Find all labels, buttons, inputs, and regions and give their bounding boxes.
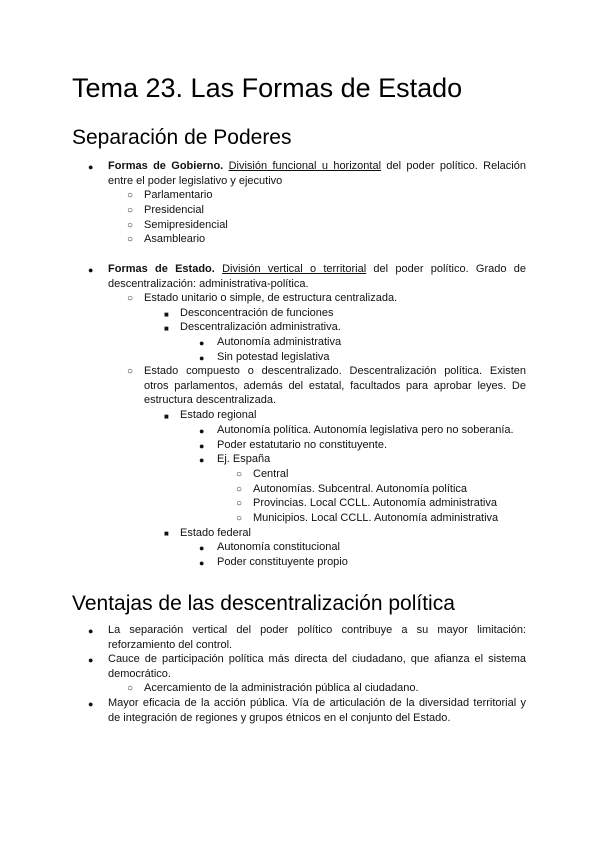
bullet-hollow: ○ xyxy=(236,484,243,495)
gobierno-line-2: entre el poder legislativo y ejecutivo xyxy=(108,175,283,187)
compuesto-line-3: estructura descentralizada. xyxy=(144,394,277,406)
bullet-hollow: ○ xyxy=(127,293,134,304)
gobierno-rest: del poder político. Relación xyxy=(386,160,526,172)
compuesto-line-1: Estado compuesto o descentralizado. Descentralización política. Existen xyxy=(144,365,526,377)
unitario-item: Desconcentración de funciones xyxy=(180,307,334,319)
bullet-hollow: ○ xyxy=(236,498,243,509)
ventajas-p2-line-2: democrático. xyxy=(108,668,171,680)
regional-label: Estado regional xyxy=(180,409,257,421)
bullet-filled: ● xyxy=(199,338,205,348)
page-title: Tema 23. Las Formas de Estado xyxy=(72,73,463,103)
unitario-subitem: Sin potestad legislativa xyxy=(217,351,330,363)
bullet-hollow: ○ xyxy=(236,469,243,480)
gobierno-underline: División funcional u horizontal xyxy=(228,160,382,172)
unitario-label: Estado unitario o simple, de estructura centralizada. xyxy=(144,292,398,304)
bullet-hollow: ○ xyxy=(127,234,134,245)
bullet-hollow: ○ xyxy=(127,366,134,377)
federal-item: Autonomía constitucional xyxy=(217,541,340,553)
bullet-hollow: ○ xyxy=(127,683,134,694)
ventajas-p3-line-1: Mayor eficacia de la acción pública. Vía de articulación de la diversidad territorial y xyxy=(108,697,526,709)
gobierno-bold: Formas de Gobierno. xyxy=(108,160,224,172)
bullet-filled: ● xyxy=(88,626,94,636)
bullet-filled: ● xyxy=(199,558,205,568)
bullet-hollow: ○ xyxy=(127,220,134,231)
bullet-filled: ● xyxy=(88,655,94,665)
ventajas-p2-subitem: Acercamiento de la administración pública al ciudadano. xyxy=(144,682,419,694)
bullet-filled: ● xyxy=(199,353,205,363)
regional-item: Autonomía política. Autonomía legislativa pero no soberanía. xyxy=(217,424,514,436)
regional-item: Ej. España xyxy=(217,453,271,465)
section-heading-ventajas: Ventajas de las descentralización política xyxy=(72,592,455,615)
espana-item: Provincias. Local CCLL. Autonomía administrativa xyxy=(253,497,497,509)
bullet-square: ■ xyxy=(164,412,169,421)
gobierno-item: Parlamentario xyxy=(144,189,213,201)
compuesto-line-2: otros parlamentos, además del estatal, facultados para aprobar leyes. De xyxy=(144,380,526,392)
bullet-hollow: ○ xyxy=(127,190,134,201)
espana-item: Central xyxy=(253,468,289,480)
ventajas-p2-line-1: Cauce de participación política más directa del ciudadano, que afianza el sistema xyxy=(108,653,526,665)
estado-line-1 xyxy=(108,262,526,277)
federal-item: Poder constituyente propio xyxy=(217,556,348,568)
espana-item: Municipios. Local CCLL. Autonomía administrativa xyxy=(253,512,499,524)
bullet-filled: ● xyxy=(199,543,205,553)
section-heading-separacion: Separación de Poderes xyxy=(72,126,292,149)
bullet-square: ■ xyxy=(164,310,169,319)
unitario-item: Descentralización administrativa. xyxy=(180,321,341,333)
bullet-filled: ● xyxy=(88,265,94,275)
bullet-square: ■ xyxy=(164,529,169,538)
bullet-filled: ● xyxy=(199,441,205,451)
gobierno-line-1 xyxy=(108,159,526,174)
bullet-filled: ● xyxy=(88,162,94,172)
bullet-square: ■ xyxy=(164,324,169,333)
regional-item: Poder estatutario no constituyente. xyxy=(217,439,387,451)
bullet-filled: ● xyxy=(88,699,94,709)
espana-item: Autonomías. Subcentral. Autonomía política xyxy=(253,483,468,495)
estado-line-2: descentralización: administrativa-política. xyxy=(108,278,309,290)
gobierno-item: Presidencial xyxy=(144,204,204,216)
unitario-subitem: Autonomía administrativa xyxy=(217,336,342,348)
bullet-filled: ● xyxy=(199,426,205,436)
ventajas-p1-line-2: reforzamiento del control. xyxy=(108,639,233,651)
gobierno-item: Asambleario xyxy=(144,233,206,245)
estado-underline: División vertical o territorial xyxy=(222,263,367,275)
ventajas-p1-line-1: La separación vertical del poder político contribuye a su mayor limitación: xyxy=(108,624,526,636)
federal-label: Estado federal xyxy=(180,527,251,539)
bullet-filled: ● xyxy=(199,455,205,465)
bullet-hollow: ○ xyxy=(236,513,243,524)
estado-rest: del poder político. Grado de xyxy=(373,263,526,275)
ventajas-p3-line-2: de integración de regiones y grupos étnicos en el conjunto del Estado. xyxy=(108,712,451,724)
estado-bold: Formas de Estado. xyxy=(108,263,215,275)
bullet-hollow: ○ xyxy=(127,205,134,216)
gobierno-item: Semipresidencial xyxy=(144,219,228,231)
